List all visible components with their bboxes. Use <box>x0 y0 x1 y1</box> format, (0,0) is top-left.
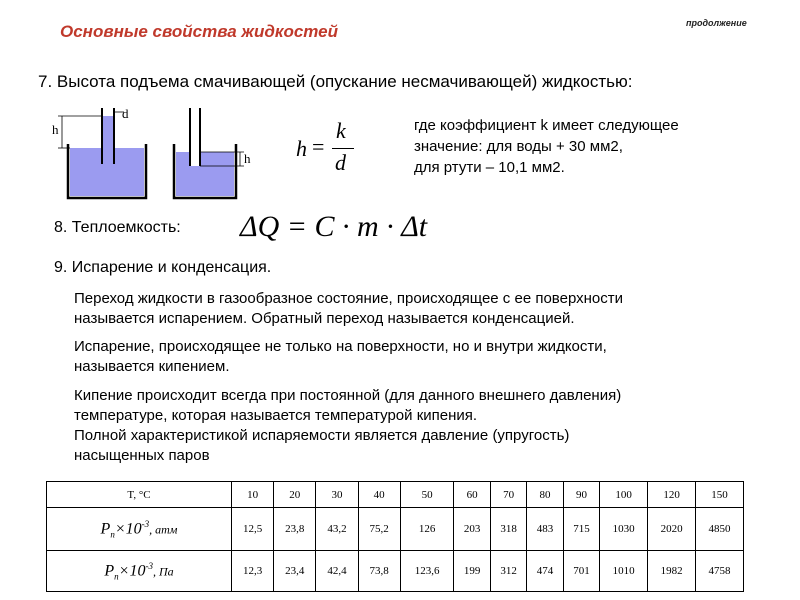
table-header-row <box>47 482 744 508</box>
capillary-diagram <box>48 104 268 204</box>
table-cell: 12,5 <box>232 508 274 551</box>
liquid-left <box>70 148 144 196</box>
header-cell: 80 <box>527 482 563 508</box>
section-7-heading: 7. Высота подъема смачивающей (опускание несмачивающей) жидкостью: <box>38 72 633 91</box>
header-cell: 70 <box>490 482 526 508</box>
table-cell: 203 <box>454 508 490 551</box>
continuation-label: продолжение <box>686 18 747 28</box>
table-cell: 1982 <box>648 551 696 592</box>
capillary-liquid-left <box>103 116 113 150</box>
table-cell: 23,8 <box>274 508 316 551</box>
table-cell: 73,8 <box>358 551 400 592</box>
paragraph-boiling-temperature: Кипение происходит всегда при постоянной (для данного внешнего давления) температуре, которая называется температурой кипения. Полной характеристикой испаряемости является давление (упругость) насыщенных паров <box>74 387 622 464</box>
table-cell: 312 <box>490 551 526 592</box>
coefficient-note: где коэффициент k имеет следующее значение: для воды + 30 мм2, для ртути – 10,1 мм2. <box>414 117 679 176</box>
paragraph-boiling: Испарение, происходящее не только на поверхности, но и внутри жидкости, называется кипением. <box>74 338 607 375</box>
heat-capacity-formula: ΔQ = C · m · Δt <box>240 210 428 243</box>
table-cell: 75,2 <box>358 508 400 551</box>
table-cell: 43,2 <box>316 508 358 551</box>
table-cell: 126 <box>400 508 454 551</box>
row-label-atm: $P_п\times 10^{-3}$, атм <box>47 508 232 551</box>
table-cell: 4850 <box>696 508 744 551</box>
label-d: d <box>122 106 129 121</box>
table-cell: 483 <box>527 508 563 551</box>
header-cell: 100 <box>600 482 648 508</box>
table-cell: 4758 <box>696 551 744 592</box>
header-cell: 30 <box>316 482 358 508</box>
table-row <box>47 551 744 592</box>
table-cell: 1030 <box>600 508 648 551</box>
header-cell: 60 <box>454 482 490 508</box>
table-cell: 2020 <box>648 508 696 551</box>
header-cell: 120 <box>648 482 696 508</box>
header-label: T, °C <box>47 482 232 508</box>
formula-h-k-d: h = k d <box>296 120 356 178</box>
table-cell: 23,4 <box>274 551 316 592</box>
vapor-pressure-table <box>46 481 744 592</box>
table-row <box>47 508 744 551</box>
table-cell: 318 <box>490 508 526 551</box>
header-cell: 150 <box>696 482 744 508</box>
header-cell: 10 <box>232 482 274 508</box>
header-cell: 50 <box>400 482 454 508</box>
row-label-pa: $P_п\times 10^{-3}$, Па <box>47 551 232 592</box>
table-cell: 474 <box>527 551 563 592</box>
header-cell: 40 <box>358 482 400 508</box>
label-h-left: h <box>52 122 59 137</box>
table-cell: 123,6 <box>400 551 454 592</box>
liquid-right <box>176 152 234 196</box>
header-cell: 90 <box>563 482 599 508</box>
section-9-heading: 9. Испарение и конденсация. <box>54 259 272 276</box>
table-cell: 701 <box>563 551 599 592</box>
paragraph-evaporation: Переход жидкости в газообразное состояние, происходящее с ее поверхности называется испарением. Обратный переход называется конденсацией. <box>74 290 623 327</box>
table-cell: 199 <box>454 551 490 592</box>
table-cell: 715 <box>563 508 599 551</box>
section-8-heading: 8. Теплоемкость: <box>54 219 181 236</box>
table-cell: 1010 <box>600 551 648 592</box>
page-title: Основные свойства жидкостей <box>60 22 339 41</box>
table-cell: 12,3 <box>232 551 274 592</box>
table-cell: 42,4 <box>316 551 358 592</box>
header-cell: 20 <box>274 482 316 508</box>
label-h-right: h <box>244 151 251 166</box>
